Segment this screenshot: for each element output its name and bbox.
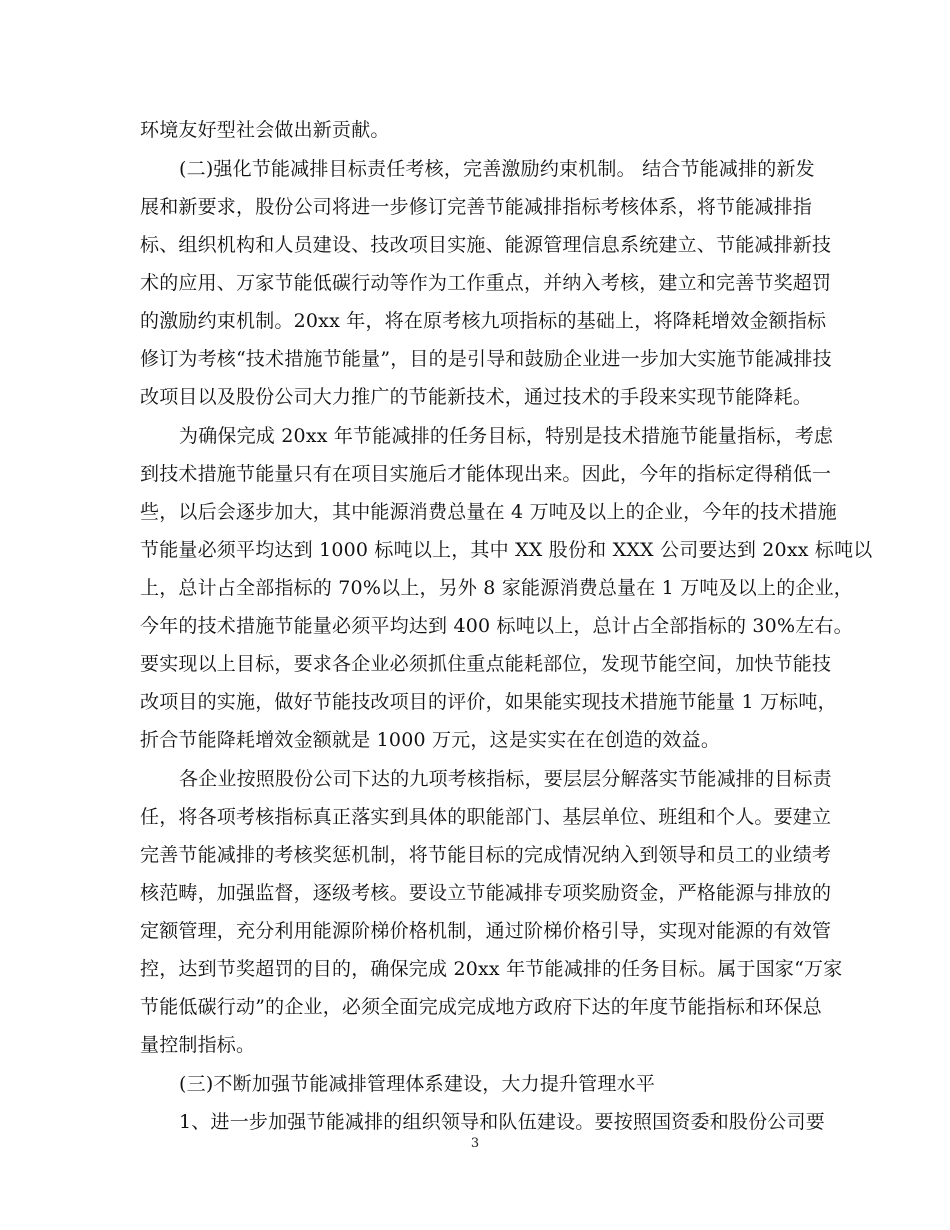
section-heading-2: (二)强化节能减排目标责任考核，完善激励约束机制。 结合节能减排的新发	[179, 158, 815, 180]
text-line: 环境友好型社会做出新贡献。	[140, 119, 390, 141]
text-line: 展和新要求，股份公司将进一步修订完善节能减排指标考核体系，将节能减排指	[140, 196, 813, 218]
text-line: 核范畴，加强监督，逐级考核。要设立节能减排专项奖励资金，严格能源与排放的	[140, 882, 832, 904]
page-number: 3	[470, 1136, 480, 1151]
numbered-item: 1、进一步加强节能减排的组织领导和队伍建设。要按照国资委和股份公司要	[179, 1111, 825, 1133]
paragraph-start: 为确保完成 20xx 年节能减排的任务目标，特别是技术措施节能量指标，考虑	[179, 425, 834, 447]
text-line: 上，总计占全部指标的 70%以上，另外 8 家能源消费总量在 1 万吨及以上的企业，	[140, 577, 854, 599]
text-line: 修订为考核“技术措施节能量”，目的是引导和鼓励企业进一步加大实施节能减排技	[140, 348, 832, 370]
text-line: 改项目以及股份公司大力推广的节能新技术，通过技术的手段来实现节能降耗。	[140, 386, 813, 408]
text-line: 节能量必须平均达到 1000 标吨以上，其中 XX 股份和 XXX 公司要达到 20xx 标吨以	[140, 539, 873, 561]
text-line: 定额管理，充分利用能源阶梯价格机制，通过阶梯价格引导，实现对能源的有效管	[140, 920, 832, 942]
text-line: 控，达到节奖超罚的目的，确保完成 20xx 年节能减排的任务目标。属于国家“万家	[140, 958, 843, 980]
text-line: 些，以后会逐步加大，其中能源消费总量在 4 万吨及以上的企业，今年的技术措施	[140, 501, 837, 523]
text-line: 术的应用、万家节能低碳行动等作为工作重点，并纳入考核，建立和完善节奖超罚	[140, 272, 832, 294]
paragraph-start: 各企业按照股份公司下达的九项考核指标，要层层分解落实节能减排的目标责	[179, 768, 832, 790]
text-line: 完善节能减排的考核奖惩机制，将节能目标的完成情况纳入到领导和员工的业绩考	[140, 844, 832, 866]
text-line: 要实现以上目标，要求各企业必须抓住重点能耗部位，发现节能空间，加快节能技	[140, 653, 832, 675]
section-heading-3: (三)不断加强节能减排管理体系建设，大力提升管理水平	[179, 1073, 656, 1095]
text-line: 改项目的实施，做好节能技改项目的评价，如果能实现技术措施节能量 1 万标吨，	[140, 691, 837, 713]
text-line: 量控制指标。	[140, 1034, 256, 1056]
text-line: 标、组织机构和人员建设、技改项目实施、能源管理信息系统建立、节能减排新技	[140, 234, 832, 256]
text-line: 的激励约束机制。20xx 年，将在原考核九项指标的基础上，将降耗增效金额指标	[140, 310, 827, 332]
text-line: 任，将各项考核指标真正落实到具体的职能部门、基层单位、班组和个人。要建立	[140, 806, 832, 828]
text-line: 节能低碳行动”的企业，必须全面完成完成地方政府下达的年度节能指标和环保总	[140, 996, 822, 1018]
text-line: 到技术措施节能量只有在项目实施后才能体现出来。因此，今年的指标定得稍低一	[140, 463, 832, 485]
text-line: 折合节能降耗增效金额就是 1000 万元，这是实实在在创造的效益。	[140, 729, 721, 751]
text-line: 今年的技术措施节能量必须平均达到 400 标吨以上，总计占全部指标的 30%左右。	[140, 615, 853, 637]
